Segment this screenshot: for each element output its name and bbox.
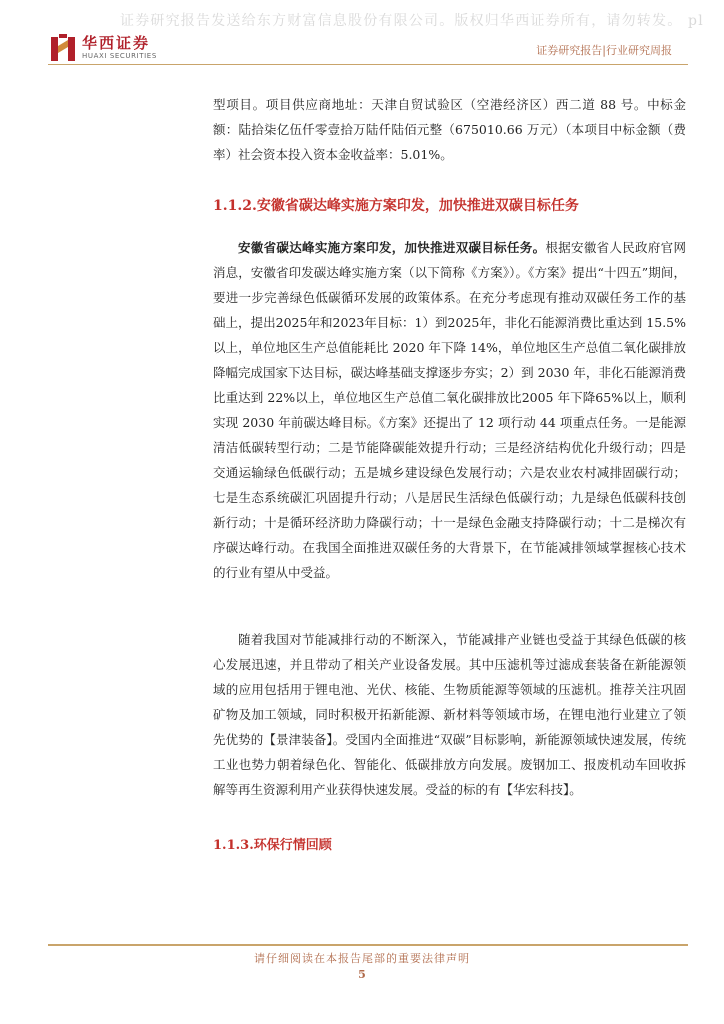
- huaxi-logo-icon: [50, 34, 76, 62]
- paragraph-lead: 安徽省碳达峰实施方案印发，加快推进双碳目标任务。: [238, 240, 546, 255]
- page-number: 5: [358, 968, 366, 981]
- watermark-text: 证券研究报告发送给东方财富信息股份有限公司。版权归华西证券所有，请勿转发。 pl: [120, 13, 704, 29]
- main-content: [213, 92, 686, 853]
- logo-name-cn: 华西证券: [82, 34, 151, 52]
- paragraph-body: 根据安徽省人民政府官网消息，安徽省印发碳达峰实施方案（以下简称《方案》）。《方案》提出“十四五”期间，要进一步完善绿色低碳循环发展的政策体系。在充分考虑现有推动双碳任务工作的基础上，提出2025年和2023年目标：1）到2025年，非化石能源消费比重达到 15.5%以上，单位地区生产总值能耗比 2020 年下降 14%，单位地区生产总值二氧化碳排放降幅完成国家下达目标，碳达峰基础支撑逐步夯实；2）到 2030 年，非化石能源消费比重达到 22%以上，单位地区生产总值二氧化碳排放比2005 年下降65%以上，顺利实现 2030 年前碳达峰目标。《方案》还提出了 12 项行动 44 项重点任务。一是能源清洁低碳转型行动；二是节能降碳能效提升行动；三是经济结构优化升级行动；四是交通运输绿色低碳行动；五是城乡建设绿色发展行动；六是农业农村减排固碳行动；七是生态系统碳汇巩固提升行动；八是居民生活绿色低碳行动；九是绿色低碳科技创新行动；十是循环经济助力降碳行动；十一是绿色金融支持降碳行动；十二是梯次有序碳达峰行动。在我国全面推进双碳任务的大背景下，在节能减排领域掌握核心技术的行业有望从中受益。: [213, 240, 686, 580]
- section-heading-1-1-3: 1.1.3.环保行情回顾: [213, 838, 332, 853]
- legal-notice: 请仔细阅读在本报告尾部的重要法律声明: [254, 952, 470, 965]
- section-1-1-2-paragraph: [213, 235, 686, 585]
- report-type-label: 证券研究报告|行业研究周报: [536, 44, 672, 57]
- brand-logo: [50, 34, 157, 62]
- footer-divider: [48, 944, 688, 946]
- header-divider: [48, 64, 688, 65]
- logo-name-en: HUAXI SECURITIES: [82, 52, 157, 60]
- intro-paragraph: 型项目。项目供应商地址：天津自贸试验区（空港经济区）西二道 88 号。中标金额：陆拾柒亿伍仟零壹拾万陆仟陆佰元整（675010.66 万元）（本项目中标金额（费率）社会资本投入资本金收益率：5.01%。: [213, 97, 686, 162]
- industry-paragraph: 随着我国对节能减排行动的不断深入，节能减排产业链也受益于其绿色低碳的核心发展迅速，并且带动了相关产业设备发展。其中压滤机等过滤成套装备在新能源领域的应用包括用于锂电池、光伏、核能、生物质能源等领域的压滤机。推荐关注巩固矿物及加工领域，同时积极开拓新能源、新材料等领域市场，在锂电池行业建立了领先优势的【景津装备】。受国内全面推进“双碳”目标影响，新能源领域快速发展，传统工业也势力朝着绿色化、智能化、低碳排放方向发展。废钢加工、报废机动车回收拆解等再生资源利用产业获得快速发展。受益的标的有【华宏科技】。: [213, 632, 686, 797]
- section-heading-1-1-2: 1.1.2.安徽省碳达峰实施方案印发，加快推进双碳目标任务: [213, 198, 579, 214]
